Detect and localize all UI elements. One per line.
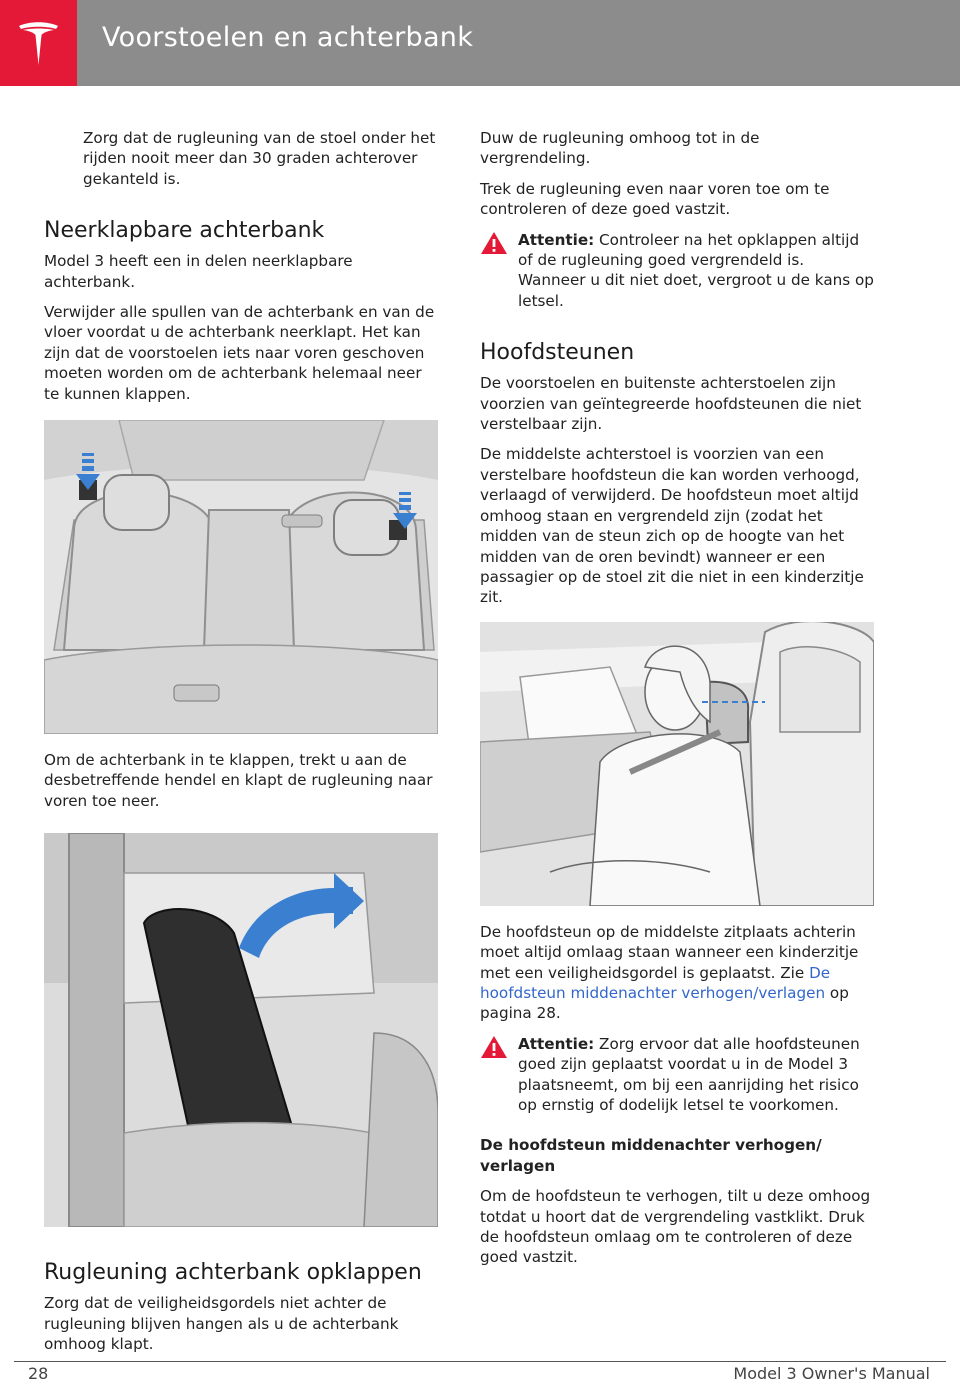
warning-label: Attentie: xyxy=(518,230,595,249)
paragraph xyxy=(480,922,874,1024)
paragraph: Duw de rugleuning omhoog tot in de vergrendeling. xyxy=(480,129,760,168)
paragraph: Verwijder alle spullen van de achterbank en van de vloer voordat u de achterbank neerklapt. Het kan zijn dat de voorstoelen iets naar voren geschoven moeten worden om de achterbank helemaal neer te kunnen klappen. xyxy=(44,303,435,403)
right-column xyxy=(480,128,874,1268)
page-link[interactable]: De hoofdsteun middenachter verhogen/verlagen xyxy=(480,963,831,1002)
warning-body: Controleer na het opklappen altijd of de rugleuning goed vergrendeld is. Wanneer u dit niet doet, vergroot u de kans op letsel. xyxy=(518,230,874,310)
page-title: Voorstoelen en achterbank xyxy=(102,22,474,53)
recline-note: Zorg dat de rugleuning van de stoel onder het rijden nooit meer dan 30 graden achterover gekanteld is. xyxy=(83,129,436,188)
text: De hoofdsteun op de middelste zitplaats achterin moet altijd omlaag staan wanneer een kinderzitje met een veiligheidsgordel is geplaatst. Zie xyxy=(480,922,859,982)
paragraph: Trek de rugleuning even naar voren toe om te controleren of deze goed vastzit. xyxy=(480,179,830,219)
section-heading-fold-down: Neerklapbare achterbank xyxy=(44,218,325,244)
warning-triangle-icon xyxy=(480,231,508,255)
passenger-headrest-illustration xyxy=(480,622,874,906)
tesla-logo-icon xyxy=(17,20,60,67)
section-heading-fold-up: Rugleuning achterbank opklappen xyxy=(44,1260,422,1286)
page-number: 28 xyxy=(28,1364,49,1383)
warning-body: Zorg ervoor dat alle hoofdsteunen goed zijn geplaatst voordat u in de Model 3 plaatsneemt, om bij een aanrijding het risico op ernstig of dodelijk letsel te voorkomen. xyxy=(518,1034,860,1114)
paragraph: Om de hoofdsteun te verhogen, tilt u deze omhoog totdat u hoort dat de vergrendeling vastklikt. Druk de hoofdsteun omlaag om te controleren of deze goed vastzit. xyxy=(480,1187,871,1267)
text: op pagina 28. xyxy=(480,983,849,1023)
subsection-heading: De hoofdsteun middenachter verhogen/ verlagen xyxy=(480,1136,822,1175)
warning-triangle-icon xyxy=(480,1035,508,1059)
warning-block xyxy=(480,230,874,312)
paragraph: De middelste achterstoel is voorzien van een verstelbare hoofdsteun die kan worden verhoogd, verlaagd of verwijderd. De hoofdsteun moet altijd omhoog staan en vergrendeld zijn (zodat het midden van de steun zich op de hoogte van het midden van de oren bevindt) wanneer er een passagier op de stoel zit die niet in een kinderzitje zit. xyxy=(480,445,864,607)
warning-label: Attentie: xyxy=(518,1034,595,1053)
warning-text xyxy=(518,230,874,312)
warning-text xyxy=(518,1034,874,1116)
paragraph: Model 3 heeft een in delen neerklapbare achterbank. xyxy=(44,252,353,291)
manual-title: Model 3 Owner's Manual xyxy=(733,1364,930,1383)
paragraph: Zorg dat de veiligheidsgordels niet achter de rugleuning blijven hangen als u de achterbank omhoog klapt. xyxy=(44,1294,399,1354)
paragraph: De voorstoelen en buitenste achterstoelen zijn voorzien van geïntegreerde hoofdsteunen die niet verstelbaar zijn. xyxy=(480,374,862,434)
rear-seat-headrest-illustration xyxy=(44,420,438,734)
footer-divider xyxy=(14,1361,946,1362)
left-column xyxy=(44,128,438,1355)
paragraph: Om de achterbank in te klappen, trekt u aan de desbetreffende hendel en klapt de rugleuning naar voren toe neer. xyxy=(44,751,433,810)
page-header xyxy=(0,0,960,86)
folded-rear-seat-illustration xyxy=(44,833,438,1227)
section-heading-headrests: Hoofdsteunen xyxy=(480,340,635,366)
brand-logo-box xyxy=(0,0,77,86)
warning-block xyxy=(480,1034,874,1116)
